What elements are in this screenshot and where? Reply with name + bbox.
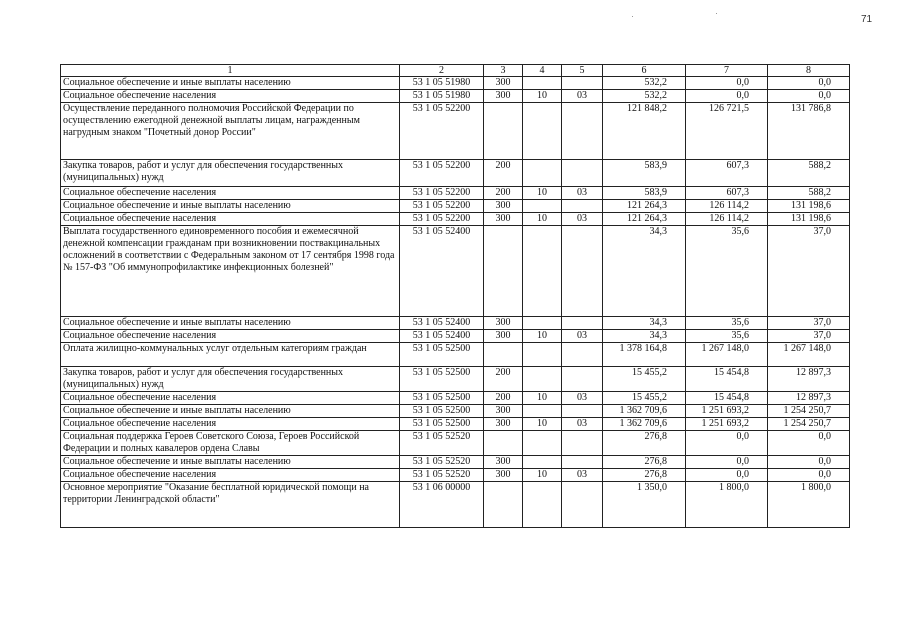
row-name-cell: Выплата государственного единовременного пособия и ежемесячной денежной компенсации гражданам при возникновении поствакцинальных осложнений в соответствии с Федеральным законом от 17 сентября 1998 года № 157-ФЗ "Об иммунопрофилактике инфекционных болезней"	[61, 226, 400, 317]
table-row	[61, 456, 850, 469]
amount-col-7-cell: 1 251 693,2	[686, 405, 768, 418]
amount-col-8-cell: 1 800,0	[768, 482, 850, 528]
subsection-cell	[562, 343, 603, 367]
amount-col-6-cell: 34,3	[603, 317, 686, 330]
table-row	[61, 482, 850, 528]
amount-col-6-cell: 583,9	[603, 187, 686, 200]
section-cell: 10	[523, 469, 562, 482]
section-cell	[523, 367, 562, 392]
amount-col-6-cell: 121 264,3	[603, 200, 686, 213]
table-row	[61, 343, 850, 367]
row-name-cell: Социальное обеспечение населения	[61, 213, 400, 226]
table-row	[61, 431, 850, 456]
subsection-cell	[562, 77, 603, 90]
target-article-code-cell: 53 1 06 00000	[400, 482, 484, 528]
subsection-cell: 03	[562, 330, 603, 343]
row-name-cell: Социальное обеспечение и иные выплаты населению	[61, 200, 400, 213]
table-row	[61, 469, 850, 482]
expense-type-cell: 200	[484, 392, 523, 405]
amount-col-6-cell: 1 362 709,6	[603, 405, 686, 418]
amount-col-8-cell: 0,0	[768, 77, 850, 90]
row-name-cell: Социальное обеспечение населения	[61, 187, 400, 200]
subsection-cell	[562, 103, 603, 160]
target-article-code-cell: 53 1 05 52500	[400, 418, 484, 431]
row-name-cell: Социальное обеспечение населения	[61, 418, 400, 431]
table-row	[61, 103, 850, 160]
table-row	[61, 160, 850, 187]
table-row	[61, 213, 850, 226]
amount-col-6-cell: 1 378 164,8	[603, 343, 686, 367]
row-name-cell: Социальное обеспечение населения	[61, 330, 400, 343]
expense-type-cell	[484, 482, 523, 528]
subsection-cell	[562, 482, 603, 528]
section-cell: 10	[523, 330, 562, 343]
amount-col-7-cell: 0,0	[686, 90, 768, 103]
expense-type-cell	[484, 226, 523, 317]
section-cell	[523, 456, 562, 469]
subsection-cell	[562, 431, 603, 456]
row-name-cell: Закупка товаров, работ и услуг для обеспечения государственных (муниципальных) нужд	[61, 367, 400, 392]
section-cell	[523, 226, 562, 317]
section-cell	[523, 343, 562, 367]
amount-col-6-cell: 276,8	[603, 431, 686, 456]
expense-type-cell	[484, 103, 523, 160]
expense-type-cell: 200	[484, 160, 523, 187]
table-row	[61, 90, 850, 103]
section-cell	[523, 317, 562, 330]
subsection-cell	[562, 317, 603, 330]
row-name-cell: Социальное обеспечение населения	[61, 469, 400, 482]
amount-col-7-cell: 35,6	[686, 226, 768, 317]
expense-type-cell: 300	[484, 213, 523, 226]
header-cell: 8	[768, 65, 850, 77]
amount-col-8-cell: 12 897,3	[768, 367, 850, 392]
subsection-cell: 03	[562, 418, 603, 431]
subsection-cell	[562, 367, 603, 392]
expense-type-cell	[484, 431, 523, 456]
row-name-cell: Социальное обеспечение населения	[61, 90, 400, 103]
subsection-cell: 03	[562, 213, 603, 226]
amount-col-6-cell: 34,3	[603, 226, 686, 317]
subsection-cell: 03	[562, 90, 603, 103]
amount-col-6-cell: 276,8	[603, 469, 686, 482]
target-article-code-cell: 53 1 05 52200	[400, 213, 484, 226]
amount-col-7-cell: 0,0	[686, 469, 768, 482]
amount-col-6-cell: 34,3	[603, 330, 686, 343]
amount-col-6-cell: 276,8	[603, 456, 686, 469]
target-article-code-cell: 53 1 05 52500	[400, 405, 484, 418]
section-cell	[523, 200, 562, 213]
table-row	[61, 405, 850, 418]
amount-col-8-cell: 12 897,3	[768, 392, 850, 405]
subsection-cell: 03	[562, 392, 603, 405]
subsection-cell: 03	[562, 187, 603, 200]
target-article-code-cell: 53 1 05 52520	[400, 469, 484, 482]
row-name-cell: Социальная поддержка Героев Советского Союза, Героев Российской Федерации и полных кавалеров ордена Славы	[61, 431, 400, 456]
section-cell	[523, 103, 562, 160]
amount-col-8-cell: 0,0	[768, 90, 850, 103]
table-row	[61, 367, 850, 392]
section-cell: 10	[523, 392, 562, 405]
expense-type-cell: 300	[484, 456, 523, 469]
header-cell: 1	[61, 65, 400, 77]
target-article-code-cell: 53 1 05 52500	[400, 367, 484, 392]
target-article-code-cell: 53 1 05 52200	[400, 200, 484, 213]
table-row	[61, 200, 850, 213]
target-article-code-cell: 53 1 05 52200	[400, 187, 484, 200]
target-article-code-cell: 53 1 05 52400	[400, 226, 484, 317]
amount-col-6-cell: 583,9	[603, 160, 686, 187]
amount-col-6-cell: 532,2	[603, 90, 686, 103]
subsection-cell: 03	[562, 469, 603, 482]
amount-col-7-cell: 1 251 693,2	[686, 418, 768, 431]
amount-col-7-cell: 1 800,0	[686, 482, 768, 528]
row-name-cell: Основное мероприятие "Оказание бесплатной юридической помощи на территории Ленинградской области"	[61, 482, 400, 528]
amount-col-8-cell: 588,2	[768, 187, 850, 200]
amount-col-7-cell: 35,6	[686, 317, 768, 330]
expense-type-cell: 300	[484, 405, 523, 418]
page-number: 71	[861, 14, 873, 25]
row-name-cell: Социальное обеспечение и иные выплаты населению	[61, 456, 400, 469]
table-row	[61, 330, 850, 343]
amount-col-8-cell: 1 267 148,0	[768, 343, 850, 367]
subsection-cell	[562, 226, 603, 317]
header-cell: 3	[484, 65, 523, 77]
target-article-code-cell: 53 1 05 52400	[400, 330, 484, 343]
expense-type-cell: 200	[484, 367, 523, 392]
header-cell: 5	[562, 65, 603, 77]
expense-type-cell	[484, 343, 523, 367]
header-cell: 6	[603, 65, 686, 77]
row-name-cell: Оплата жилищно-коммунальных услуг отдельным категориям граждан	[61, 343, 400, 367]
row-name-cell: Социальное обеспечение и иные выплаты населению	[61, 77, 400, 90]
expense-type-cell: 300	[484, 418, 523, 431]
section-cell: 10	[523, 213, 562, 226]
section-cell	[523, 160, 562, 187]
table-row	[61, 226, 850, 317]
section-cell: 10	[523, 90, 562, 103]
amount-col-8-cell: 131 198,6	[768, 200, 850, 213]
table-row	[61, 187, 850, 200]
amount-col-8-cell: 588,2	[768, 160, 850, 187]
table-row	[61, 77, 850, 90]
header-cell: 7	[686, 65, 768, 77]
amount-col-8-cell: 1 254 250,7	[768, 405, 850, 418]
row-name-cell: Осуществление переданного полномочия Российской Федерации по осуществлению ежегодной денежной выплаты лицам, награжденным нагрудным знаком "Почетный донор России"	[61, 103, 400, 160]
amount-col-7-cell: 15 454,8	[686, 392, 768, 405]
expense-type-cell: 300	[484, 200, 523, 213]
target-article-code-cell: 53 1 05 52500	[400, 343, 484, 367]
amount-col-6-cell: 121 264,3	[603, 213, 686, 226]
amount-col-8-cell: 0,0	[768, 456, 850, 469]
header-cell: 4	[523, 65, 562, 77]
expense-type-cell: 300	[484, 90, 523, 103]
table-row	[61, 317, 850, 330]
table-row	[61, 418, 850, 431]
expense-type-cell: 300	[484, 330, 523, 343]
amount-col-8-cell: 0,0	[768, 469, 850, 482]
section-cell: 10	[523, 187, 562, 200]
amount-col-8-cell: 37,0	[768, 330, 850, 343]
amount-col-6-cell: 1 362 709,6	[603, 418, 686, 431]
amount-col-7-cell: 1 267 148,0	[686, 343, 768, 367]
target-article-code-cell: 53 1 05 52500	[400, 392, 484, 405]
scan-speck	[716, 13, 717, 14]
amount-col-6-cell: 1 350,0	[603, 482, 686, 528]
subsection-cell	[562, 405, 603, 418]
amount-col-6-cell: 532,2	[603, 77, 686, 90]
amount-col-7-cell: 15 454,8	[686, 367, 768, 392]
row-name-cell: Социальное обеспечение и иные выплаты населению	[61, 405, 400, 418]
amount-col-8-cell: 0,0	[768, 431, 850, 456]
amount-col-8-cell: 1 254 250,7	[768, 418, 850, 431]
amount-col-7-cell: 0,0	[686, 77, 768, 90]
header-cell: 2	[400, 65, 484, 77]
target-article-code-cell: 53 1 05 51980	[400, 77, 484, 90]
subsection-cell	[562, 200, 603, 213]
target-article-code-cell: 53 1 05 51980	[400, 90, 484, 103]
expense-type-cell: 300	[484, 317, 523, 330]
amount-col-8-cell: 131 198,6	[768, 213, 850, 226]
scan-speck	[632, 16, 633, 17]
amount-col-6-cell: 15 455,2	[603, 392, 686, 405]
table-row	[61, 392, 850, 405]
row-name-cell: Социальное обеспечение и иные выплаты населению	[61, 317, 400, 330]
amount-col-8-cell: 131 786,8	[768, 103, 850, 160]
target-article-code-cell: 53 1 05 52200	[400, 160, 484, 187]
target-article-code-cell: 53 1 05 52200	[400, 103, 484, 160]
expense-type-cell: 300	[484, 77, 523, 90]
amount-col-7-cell: 607,3	[686, 187, 768, 200]
section-cell	[523, 431, 562, 456]
budget-allocation-table	[60, 64, 850, 528]
row-name-cell: Социальное обеспечение населения	[61, 392, 400, 405]
amount-col-7-cell: 126 114,2	[686, 213, 768, 226]
amount-col-7-cell: 126 721,5	[686, 103, 768, 160]
amount-col-7-cell: 35,6	[686, 330, 768, 343]
amount-col-8-cell: 37,0	[768, 226, 850, 317]
target-article-code-cell: 53 1 05 52400	[400, 317, 484, 330]
amount-col-6-cell: 15 455,2	[603, 367, 686, 392]
target-article-code-cell: 53 1 05 52520	[400, 431, 484, 456]
amount-col-7-cell: 607,3	[686, 160, 768, 187]
expense-type-cell: 300	[484, 469, 523, 482]
expense-type-cell: 200	[484, 187, 523, 200]
subsection-cell	[562, 456, 603, 469]
amount-col-7-cell: 0,0	[686, 431, 768, 456]
subsection-cell	[562, 160, 603, 187]
row-name-cell: Закупка товаров, работ и услуг для обеспечения государственных (муниципальных) нужд	[61, 160, 400, 187]
section-cell	[523, 482, 562, 528]
amount-col-7-cell: 126 114,2	[686, 200, 768, 213]
section-cell: 10	[523, 418, 562, 431]
target-article-code-cell: 53 1 05 52520	[400, 456, 484, 469]
column-number-header-row	[61, 65, 850, 77]
section-cell	[523, 405, 562, 418]
amount-col-8-cell: 37,0	[768, 317, 850, 330]
amount-col-7-cell: 0,0	[686, 456, 768, 469]
section-cell	[523, 77, 562, 90]
amount-col-6-cell: 121 848,2	[603, 103, 686, 160]
